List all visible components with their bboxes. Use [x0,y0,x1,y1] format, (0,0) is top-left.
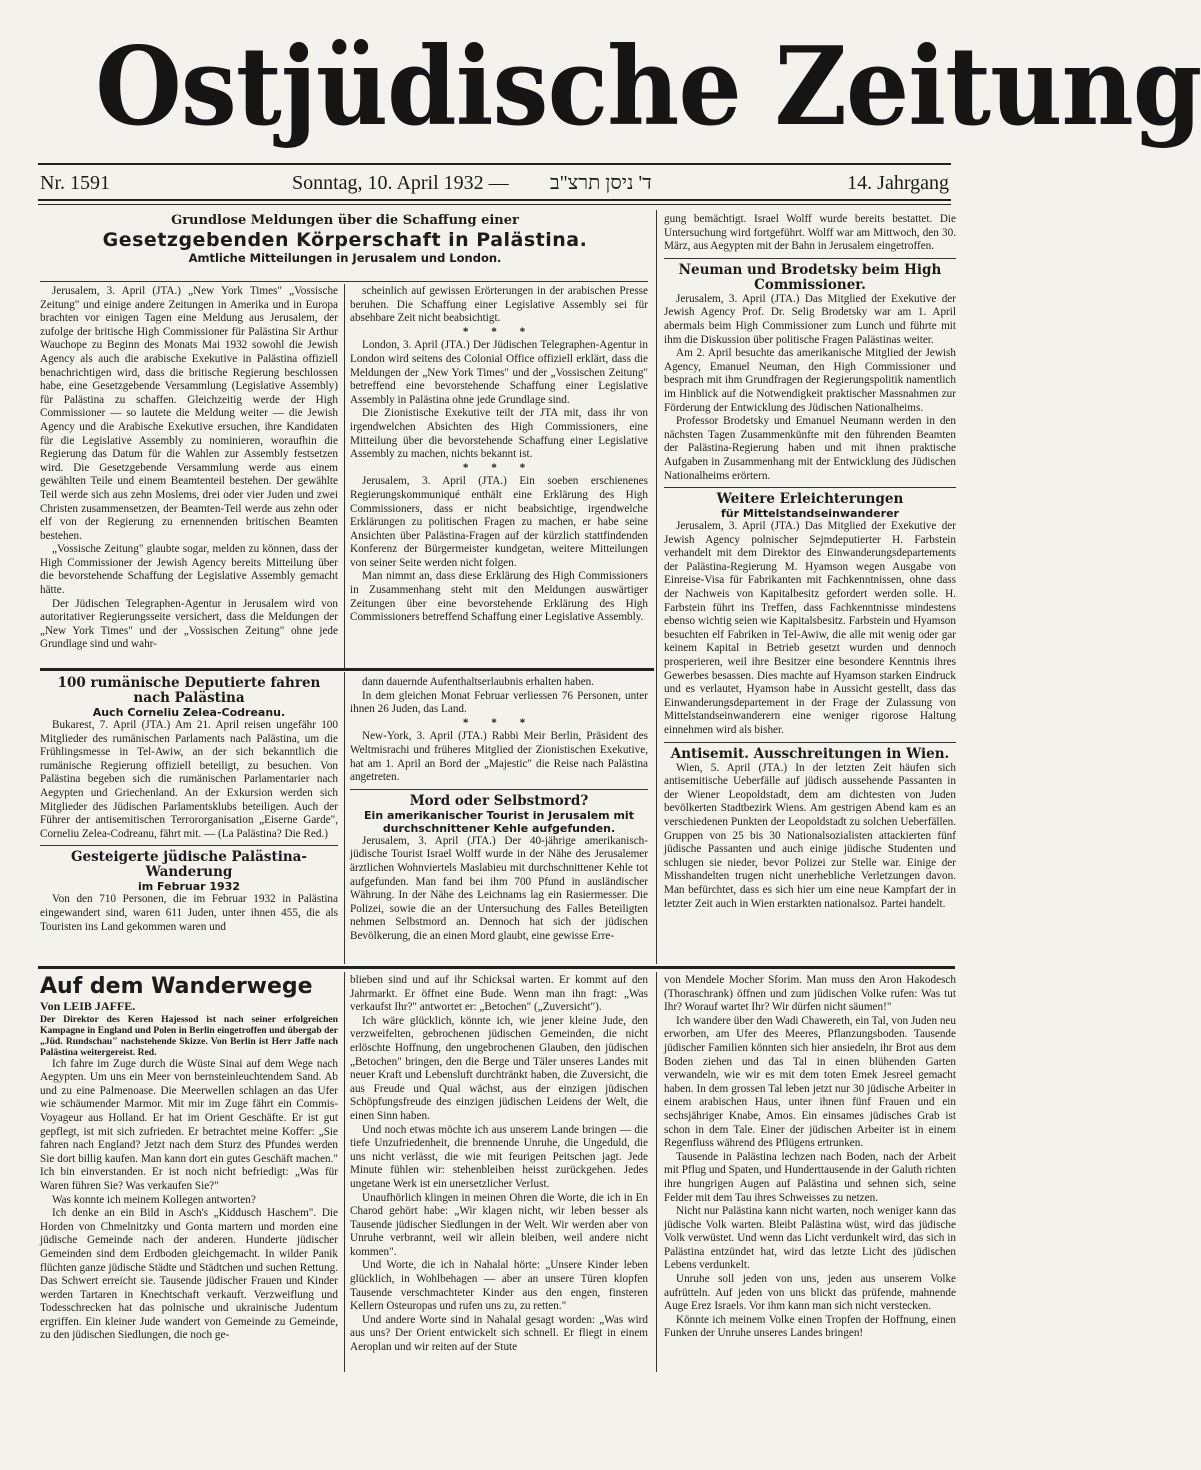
right-column [664,213,956,963]
mid-sep: * * * [462,716,536,729]
hebrew-date: ד' ניסן תרצ"ב [550,172,652,194]
mord-subtitle: Ein amerikanischer Tourist in Jerusalem mit durchschnittener Kehle aufgefunden. [364,808,634,835]
wien-title: Antisemit. Ausschreitungen in Wien. [670,745,950,762]
lead-col2-sep2: * * * [462,461,536,474]
vrule-lower [344,672,345,964]
feuilleton-c1-p3: Ich denke an ein Bild in Asch's „Kiddusch Haschem". Die Horden von Chmelnitzky und Gonta martern und morden eine jüdische Gemeinde nach der anderen. Hunderte jüdischer Gemeinden sind dem Erdboden gleichgemacht. In wilder Panik flüchten ganze jüdische Städte und Städtchen und suchen Rettung. Das Schwert erreicht sie. Tausende jüdischer Frauen und Kinder werden Tartaren in Knechtschaft verkauft. Verzweiflung und Todesschrecken hat das polnische und ukrainische Judentum ergriffen. Ein kleiner Jude wandert von Gemeinde zu Gemeinde, zu den jüdischen Siedlungen, die noch ge- [40,1207,338,1342]
header-rule-mid [38,199,951,201]
mid-p2: In dem gleichen Monat Februar verliessen 76 Personen, unter ihnen 26 Juden, das Land. [350,689,648,716]
rule-feuilleton [38,966,955,969]
feuilleton-c2-p5: Und Worte, die ich in Nahalal hörte: „Unsere Kinder leben glücklich, in Wohlbehagen — aber an unsere Türen klopfen Tausende verschmachteter Kinder aus den engen, finsteren Kellern Osteuropas und rufen uns zu, zu retten." [350,1259,648,1313]
feuilleton-column-1 [40,974,338,1370]
lead-col2-p3: Die Zionistische Exekutive teilt der JTA mit, dass ihr von irgendwelchen Absichten des High Commissioners, eine Mitteilung über die bevorstehende Schaffung einer Legislative Assembly zu machen, nichts bekannt ist. [350,407,648,461]
lead-subtitle: Amtliche Mitteilungen in Jerusalem und London. [188,251,502,265]
masthead-title: Ostjüdische Zeitung [95,24,1201,150]
lead-col2-sep1: * * * [462,325,536,338]
feuilleton-byline: Von LEIB JAFFE. [40,999,136,1013]
feuilleton-c2-p1: blieben sind und auf ihr Schicksal warten. Er kommt auf den Jahrmarkt. Er öffnet eine Bude. Wenn man ihn fragt: „Was verkaufst Ihr?" antwortet er: „Betochen" („Zuversicht"). [350,974,648,1014]
neuman-p2: Am 2. April besuchte das amerikanische Mitglied der Jewish Agency, Emanuel Neuman, den High Commissioner und besprach mit ihm Grundfragen der Regierungspolitik namentlich im Hinblick auf die Notwendigkeit praktischer Massnahmen zur Förderung der Entwicklung des Jüdischen Nationalheims. [664,347,956,414]
deputierte-p1: Bukarest, 7. April (JTA.) Am 21. April reisen ungefähr 100 Mitglieder des rumänischen Parlaments nach Palästina, um die Frühlingsmesse in Tel-Awiw, an der sich bekanntlich die rumänische Regierung offiziell beteiligt, zu besuchen. Von Palästina begeben sich die rumänischen Parlamentarier nach Aegypten und Griechenland. An der Exkursion werden sich Mitglieder des Jüdischen Parlamentsklubs beteiligen. Auch der Führer der antisemitischen Terrororganisation „Eiserne Garde", Corneliu Zelea-Codreanu, fährt mit. — (La Palästina? Die Red.) [40,719,338,840]
volume-year: 14. Jahrgang [847,172,949,194]
erleichterungen-p1: Jerusalem, 3. April (JTA.) Das Mitglied der Exekutive der Jewish Agency polnischer Sejmdeputierter H. Farbstein verhandelt mit dem Direktor des Einwanderungsdepartements der Palästina-Regierung M. Hyamson wegen Ausgabe von Einreise-Visa für Fabrikanten mit Fachkenntnissen, ohne dass der Nachweis von Kapitalbesitz gefordert werden solle. H. Farbstein führt ins Treffen, dass Fachkenntnisse mindestens ebenso wichtig seien wie Kapitalsbesitz. Farbstein und Hyamson besuchten elf Fabriken in Tel-Awiw, die alle mit wenig oder gar keinem Kapital in Betrieb gesetzt wurden und dennoch prosperieren, weil ihre Besitzer eine besondere Kenntnis ihres Gewerbes besassen. Dies machte auf Hyamson starken Eindruck und es verlautet, Hyamson habe in Aussicht gestellt, dass das Einwanderungsdepartement in der Frage der Zulassung von Mittelstandseinwanderern eine weniger rigorose Haltung einnehmen wird als bisher. [664,520,956,736]
feuilleton-c1-p2: Was konnte ich meinem Kollegen antworten? [52,1193,256,1206]
lead-headline [40,213,650,281]
mord-title: Mord oder Selbstmord? [409,792,589,809]
neuman-title: Neuman und Brodetsky beim High Commissioner. [678,261,942,293]
mid-lower-column [350,676,648,962]
lead-title: Gesetzgebenden Körperschaft in Palästina. [102,229,588,251]
lead-column-2 [350,285,648,665]
lead-kicker: Grundlose Meldungen über die Schaffung einer [171,213,519,228]
left-lower-rule [40,845,338,846]
issue-date: Sonntag, 10. April 1932 — [292,172,509,194]
feuilleton-c3-p3: Tausende in Palästina lechzen nach Boden, nach der Arbeit mit Pflug und Spaten, und Hunderttausende in der Galuth richten ihre hungrigen Augen auf Palästina und sehnen sich, seine Felder mit dem Tau ihres Schweisses zu netzen. [664,1150,956,1204]
mid-rule [350,789,648,790]
feuilleton-c2-p6: Und andere Worte sind in Nahalal gesagt worden: „Was wird aus uns? Der Orient entwickelt sich schnell. Er fliegt in einem Aeroplan und wir reiten auf der Stute [350,1313,648,1354]
erleichterungen-title: Weitere Erleichterungen [716,491,904,508]
lead-col2-p5: Man nimmt an, dass diese Erklärung des High Commissioners in Zusammenhang steht mit den Meldungen auswärtiger Zeitungen über eine bevorstehende Erklärung des High Commissioners betreffend Schaffung einer Legislative Assembly. [350,570,648,624]
lead-col1-p3: Der Jüdischen Telegraphen-Agentur in Jerusalem wird von autoritativer Regierungsseite versichert, dass die Meldungen der „New York Times" und der „Vossischen Zeitung" ohne jede Grundlage sind und wahr- [40,597,338,651]
feuilleton-c2-p2: Ich wäre glücklich, könnte ich, wie jener kleine Jude, den verzweifelten, gebrochenen jüdischen Gemeinden, die nicht erlöschte Hoffnung, den ungebrochenen Glauben, den jüdischen „Betochen" bringen, den die Berge und Täler unseres Landes mit neuer Kraft und Lebensluft durchtränkt haben, die Zuversicht, die aus Freude und Qual wächst, aus der einzigen jüdischen Schöpfungsfreude des einzigen jüdischen Leidens der Welt, die einen Sinn haben. [350,1014,648,1122]
feuilleton-c3-p2: Ich wandere über den Wadi Chawereth, ein Tal, von Juden neu erworben, am Ufer des Meeres, Pflanzungsboden. Tausende jüdischer Familien könnten sich hier ansiedeln, ihr Brot aus dem Boden ziehen und das Tal in einen blühenden Garten verwandeln, wie wir es mit dem toten Emek Jesreel gemacht haben. In dem grossen Tal leben jetzt nur 30 jüdische Arbeiter in einem arabischen Haus, unter ihnen fünf Frauen und ein sechsjähriger Knabe, Amos. Ein einsames jüdisches Grab ist schon in dem Tale. Einer der jüdischen Arbeiter ist in einem Regenfluss während des Pflügens ertrunken. [664,1014,956,1150]
lead-col2-p1: scheinlich auf gewissen Erörterungen in der arabischen Presse beruhen. Die Schaffung einer Legislative Assembly sei für absehbare Zeit nicht beabsichtigt. [350,285,648,325]
wanderung-p1: Von den 710 Personen, die im Februar 1932 in Palästina eingewandert sind, waren 611 Juden, unter ihnen 455, die als Touristen ins Land gekommen waren und [40,893,338,933]
feuilleton-c3-p4: Nicht nur Palästina kann nicht warten, noch weniger kann das jüdische Volk warten. Bleibt Palästina wüst, wird das jüdische Volk verwüstet. Und wenn das Licht verdunkelt wird, das sich in Palästina entzündet hat, wird das letzte Licht des jüdischen Lebens verdunkelt. [664,1205,956,1272]
feuilleton-column-2 [350,974,648,1370]
header-rule-bottom [38,204,951,205]
lead-col2-p4: Jerusalem, 3. April (JTA.) Ein soeben erschienenes Regierungskommuniqué enthält eine Erklärung des High Commissioners, dass er nicht beabsichtige, irgendwelche Erklärungen zu politischen Fragen zu machen, er habe seine Ansichten über Palästina-Fragen auf der kürzlich stattfindenden Konferenz der Bürgermeister kundgetan, weitere Mitteilungen von seiner Seite werden nicht folgen. [350,475,648,569]
lead-column-1 [40,285,338,665]
header-rule-top [38,163,951,165]
feuilleton-c3-p5: Unruhe soll jeden von uns, jeden aus unserem Volke aufrütteln. Auf jeden von uns blickt das prüfende, mahnende Auge Erez Israels. Vor ihm kann man sich nicht verstecken. [664,1273,956,1313]
wien-p1: Wien, 5. April (JTA.) In der letzten Zeit häufen sich antisemitische Ueberfälle auf jüdisch aussehende Passanten in der Wiener Leopoldstadt, dem am dichtesten von Juden bevölkerten Stadtbezirk Wiens. Am gestrigen Abend kam es an verschiedenen Punkten der Leopoldstadt zu solchen Ueberfällen. Gruppen von 25 bis 30 Nationalsozialisten attackierten fünf jüdische Passanten und auch einige jüdische Studenten und schlugen sie nieder, bevor Polizei zur Stelle war. Einige der Misshandelten trugen nicht unerhebliche Verletzungen davon. Man befürchtet, dass es sich hier um eine neue Kampfart der in letzter Zeit auch in Wien erstarkten nationalsoz. Partei handelt. [664,761,956,910]
vrule-feuilleton-2 [656,972,657,1372]
right-rule-1 [664,258,956,259]
lead-col2-p2: London, 3. April (JTA.) Der Jüdischen Telegraphen-Agentur in London wird seitens des Colonial Office offiziell erklärt, dass die Meldungen der „New York Times" und der „Vossischen Zeitung" betreffend eine bevorstehende Schaffung einer Legislative Assembly in Palästina ohne jede Grundlage sind. [350,339,648,406]
lead-col1-p1: Jerusalem, 3. April (JTA.) „New York Times" „Vossische Zeitung" und einige andere Zeitungen in Amerika und in Europa brachten vor einigen Tagen eine Meldung aus Jerusalem, der zufolge der britische High Commissioner für Palästina Sir Arthur Wauchope zu Beginn des Monats Mai 1932 sowohl die Jewish Agency als auch die arabische Exekutive in Palästina offiziell benachrichtigen wird, dass die britische Regierung beschlossen habe, eine Gesetzgebende Versammlung (Legislative Assembly) für Palästina zu schaffen. Gleichzeitig werde der High Commissioner — so lautete die Meldung weiter — die Jewish Agency und die Arabische Exekutive ersuchen, ihre Kandidaten für die Legislative Assembly zu nominieren, woraufhin die Regierung das Datum für die Wahlen zur Assembly festsetzen wird. Die Gesetzgebende Versammlung werde aus einem gewählten Teile und einem Beamtenteil bestehen. Der gewählte Teil werde sich aus zehn Moslems, drei oder vier Juden und zwei Christen zusammensetzen, der Beamten-Teil werde aus zehn oder elf von der Regierung zu ernennenden britischen Beamten bestehen. [40,285,338,542]
left-lower-column [40,676,338,962]
rule-below-lead [40,668,654,671]
right-rule-3 [664,742,956,743]
neuman-p1: Jerusalem, 3. April (JTA.) Das Mitglied der Exekutive der Jewish Agency Prof. Dr. Selig Brodetsky war am 1. April abermals beim High Commissioner zum Lunch und führte mit ihm die Diskussion über politische Fragen Palästinas weiter. [664,292,956,346]
wanderung-title: Gesteigerte jüdische Palästina-Wanderung [70,849,308,881]
neuman-p3: Professor Brodetsky und Emanuel Neumann werden in den nächsten Tagen Zusammenkünfte mit den führenden Beamten der Palästina-Regierung haben und mit ihnen praktische Aufgaben in Zusammenhang mit der Entwicklung des Jüdischen Nationalheims erörtern. [664,415,956,482]
mid-p1: dann dauernde Aufenthaltserlaubnis erhalten haben. [362,676,595,688]
mid-p3: New-York, 3. April (JTA.) Rabbi Meir Berlin, Präsident des Weltmisrachi und früheres Mitglied der Zionistischen Exekutive, hat am 1. April an Bord der „Majestic" die Reise nach Palästina angetreten. [350,730,648,784]
right-rule-2 [664,487,956,488]
deputierte-title: 100 rumänische Deputierte fahren nach Palästina [57,675,321,706]
right-top-text: gung bemächtigt. Israel Wolff wurde bereits bestattet. Die Untersuchung wird fortgeführt. Wolff war am Mittwoch, den 30. März, aus Aegypten mit der Bahn in Jerusalem eingetroffen. [664,213,956,253]
feuilleton-c2-p3: Und noch etwas möchte ich aus unserem Lande bringen — die tiefe Unzufriedenheit, die brennende Unruhe, die Ungeduld, die uns nicht verlässt, die wie mit feurigen Peitschen jagt. Jede Minute fühlen wir: stehenbleiben heisst zurückgehen. Jedes ungetane Werk ist ein unersetzlicher Verlust. [350,1123,648,1190]
feuilleton-c3-p1: von Mendele Mocher Sforim. Man muss den Aron Hakodesch (Thoraschrank) öffnen und zum jüdischen Volke rufen: Was tut Ihr? Worauf wartet Ihr? Wir dürfen nicht säumen!" [664,974,956,1014]
vrule-right [656,210,657,964]
feuilleton-c2-p4: Unaufhörlich klingen in meinen Ohren die Worte, die ich in En Charod gehört habe: „Wir klagen nicht, wir leben besser als Tausende jüdischer Siedlungen in der Welt. Wir werden aber von Unruhe verbrannt, weil wir allein bleiben, weil andere nicht kommen". [350,1191,648,1258]
feuilleton-intro: Der Direktor des Keren Hajessod ist nach seiner erfolgreichen Kampagne in England und Polen in Berlin eingetroffen und übergab der „Jüd. Rundschau" nachstehende Skizze. Von Berlin ist Herr Jaffe nach Palästina weitergereist. Red. [40,1013,338,1058]
lead-rule [40,281,648,282]
vrule-lead [344,284,345,668]
deputierte-subtitle: Auch Corneliu Zelea-Codreanu. [92,706,286,719]
lead-col1-p2: „Vossische Zeitung" glaubte sogar, melden zu können, dass der High Commissioner der Jewish Agency bereits Mitteilung über die bevorstehende Schaffung der Legislative Assembly gemacht hätte. [40,543,338,597]
issue-number: Nr. 1591 [40,172,110,194]
feuilleton-c3-p6: Könnte ich meinem Volke einen Tropfen der Hoffnung, einen Funken der Unruhe unseres Landes bringen! [664,1313,956,1340]
feuilleton-title: Auf dem Wanderwege [40,974,313,999]
feuilleton-c1-p1: Ich fahre im Zuge durch die Wüste Sinai auf dem Wege nach Aegypten. Um uns ein Meer von bernsteinleuchtendem Sand. Ab und zu eine Palmenoase. Die Meerwellen schlagen an das Ufer wie schäumender Marmor. Mit mir im Zuge fährt ein Commis-Voyageur aus Holland. Er hat im Orient Geschäfte. Er ist gut gepflegt, ist mit sich zufrieden. Er betrachtet meine Koffer: „Sie fahren nach England? Jetzt nach dem Sturz des Pfundes werden Sie dort billig kaufen. Man kann dort ein gutes Geschäft machen." Ich bin einverstanden. Er ist noch nicht befriedigt: „Was für Waren führen Sie? Was verkaufen Sie?" [40,1057,338,1192]
mord-p1: Jerusalem, 3. April (JTA.) Der 40-jährige amerikanisch-jüdische Tourist Israel Wolff wurde in der Nähe des Jerusalemer ärztlichen Wohnviertels Maslabieu mit durchschnittener Kehle tot aufgefunden. Man fand bei ihm 700 Pfund in ausländischer Währung. In der Nähe des Leichnams lag ein Rasiermesser. Die Polizei, sowie die an der Untersuchung des Falles Beteiligten nehmen Selbstmord an. Dennoch hat sich der jüdischen Bevölkerung, die an einen Mord glaubt, eine gewisse Erre- [350,834,648,942]
dateline [38,170,951,200]
vrule-feuilleton-1 [344,972,345,1372]
wanderung-subtitle: im Februar 1932 [137,880,240,894]
feuilleton-column-3 [664,974,956,1370]
erleichterungen-subtitle: für Mittelstandseinwanderer [721,507,899,521]
